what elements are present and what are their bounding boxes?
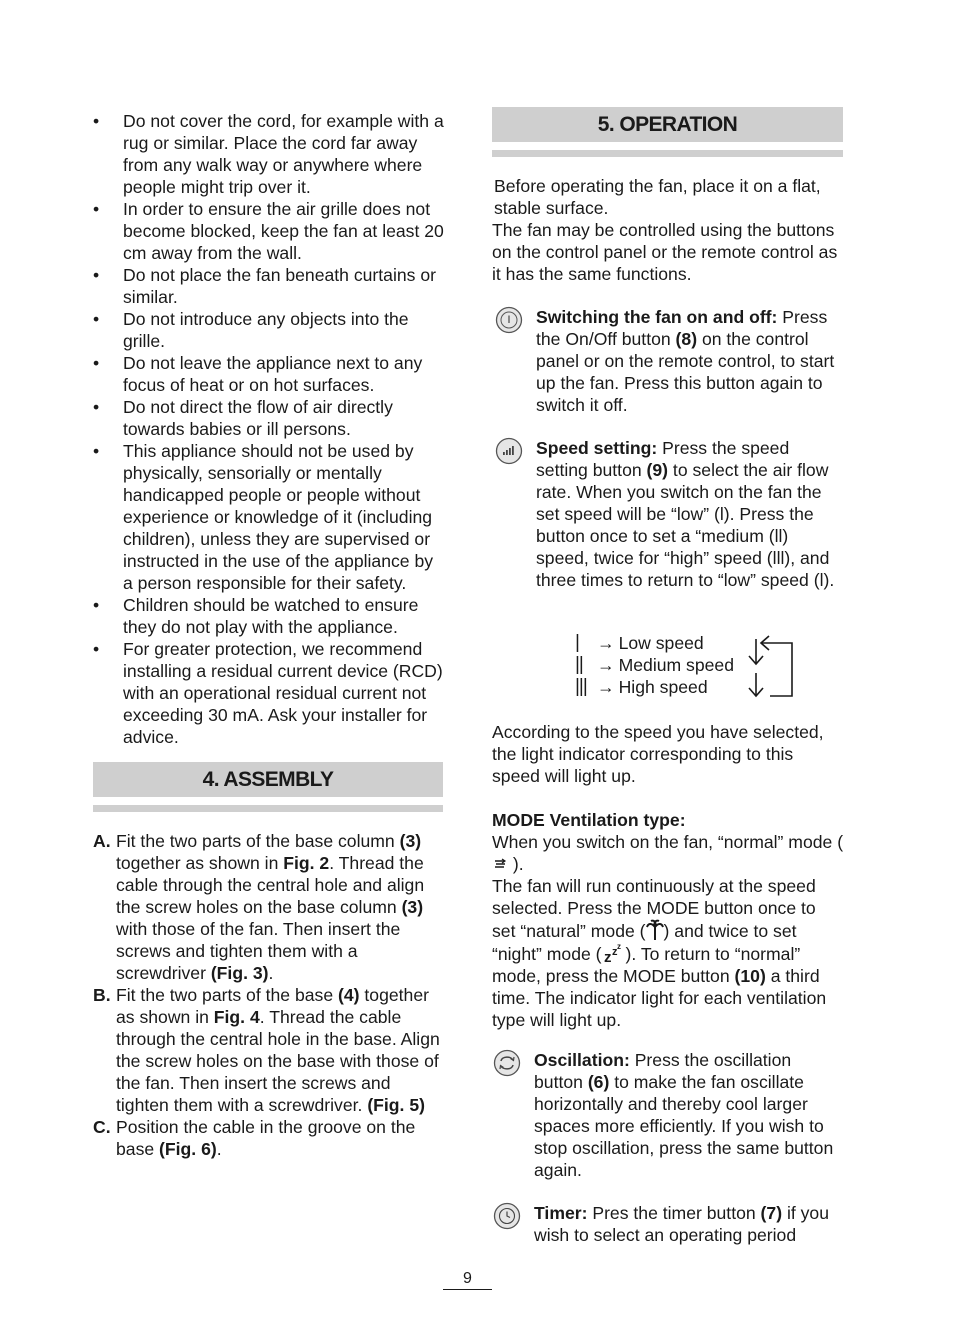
timer-section [492, 1202, 844, 1246]
speed-section [492, 437, 844, 591]
list-item: • Do not direct the flow of air directly towards babies or ill persons. [93, 396, 445, 440]
oscillation-section [492, 1049, 844, 1181]
step-a [93, 830, 445, 984]
body-text: Press the On/Off button [536, 307, 828, 349]
assembly-title: 4. ASSEMBLY [202, 767, 334, 791]
timer-label: Timer: [534, 1203, 588, 1223]
intro-block [492, 175, 844, 285]
body-text: to make the fan oscillate horizontally and thereby cool larger spaces more efficiently. If you wish to stop oscillation, press the same button again. [534, 1072, 834, 1180]
body-text: Press the speed setting button [536, 438, 790, 480]
body-text: a third time. The indicator light for each ventilation type will light up. [492, 966, 827, 1030]
operation-rule [492, 150, 843, 157]
palm-tree-icon [646, 919, 664, 941]
body-text: Pres the timer button [587, 1203, 761, 1223]
step-marker: A. [93, 831, 111, 851]
button-ref: (8) [675, 329, 698, 349]
speed-level-low [575, 632, 704, 654]
operation-title: 5. OPERATION [597, 112, 738, 136]
indicator-text: According to the speed you have selected, the light indicator corresponding to this speed will light up. [492, 722, 824, 786]
part-ref: (4) [338, 985, 360, 1005]
step-text: with those of the fan. Then insert the screws and tighten them with a screwdriver [116, 919, 401, 983]
assembly-heading [93, 762, 443, 797]
body-text: When you switch on the fan, “normal” mode ( [492, 832, 844, 852]
onoff-label: Switching the fan on and off: [536, 307, 778, 327]
mode-text-1 [492, 831, 844, 875]
list-item: • Do not cover the cord, for example with a rug or similar. Place the cord far away from any walk way or anywhere where people might trip over it. [93, 110, 445, 198]
step-text: . [268, 963, 274, 983]
onoff-text [536, 306, 844, 416]
body-text: to select the air flow rate. When you switch on the fan the set speed will be “low” (l). Press the button once to set a “medium (ll) speed, twice for “high” speed (lll), and three times to return to “low” speed (l). [536, 460, 835, 590]
timer-text [534, 1202, 844, 1246]
power-button-icon [495, 306, 523, 334]
oscillation-text [534, 1049, 844, 1181]
oscillation-button-icon [493, 1049, 521, 1077]
list-item: • Do not introduce any objects into the grille. [93, 308, 445, 352]
step-b [93, 984, 445, 1116]
svg-text:z: z [616, 942, 621, 951]
list-item: • This appliance should not be used by physically, sensorially or mentally handicapped people or people without experience or knowledge of it (including children), unless they are supervised or instructed in the use of the appliance by a person responsible for their safety. [93, 440, 445, 594]
timer-button-icon [493, 1202, 521, 1230]
body-text: if you wish to select an operating period [534, 1203, 830, 1245]
intro-text: Before operating the fan, place it on a flat, stable surface. [494, 176, 821, 218]
page-number: 9 [463, 1270, 472, 1287]
safety-list [93, 110, 445, 748]
assembly-rule [93, 805, 443, 812]
speed-level-high [575, 676, 708, 698]
figure-ref: (Fig. 5) [367, 1095, 425, 1115]
body-text: ) and twice to set “night” mode ( [492, 921, 797, 964]
oscillation-label: Oscillation: [534, 1050, 630, 1070]
step-c [93, 1116, 445, 1160]
intro-text-2: The fan may be controlled using the buttons on the control panel or the remote control as it has the same functions. [492, 220, 838, 284]
left-column [93, 110, 445, 748]
mode-heading: MODE Ventilation type: [492, 810, 686, 830]
step-text: Fit the two parts of the base column [116, 831, 400, 851]
assembly-steps [93, 830, 445, 1160]
normal-wind-icon [492, 858, 508, 872]
speed-bars: ||| [575, 676, 587, 697]
speed-cycle-diagram [572, 629, 812, 701]
step-text: together as shown in [116, 985, 429, 1027]
speed-bars-button-icon [495, 437, 523, 465]
body-text: The fan will run continuously at the speed selected. Press the MODE button once to set “natural” mode ( [492, 876, 816, 941]
button-ref: (10) [734, 966, 766, 986]
part-ref: (3) [401, 897, 424, 917]
speed-level-label: Low speed [618, 633, 704, 653]
list-item: • For greater protection, we recommend installing a residual current device (RCD) with an operational residual current not exceeding 30 mA. Ask your installer for advice. [93, 638, 445, 748]
body-text: Press the oscillation button [534, 1050, 792, 1092]
step-text: . [216, 1139, 222, 1159]
sleep-zz-icon [602, 942, 626, 964]
list-item: • In order to ensure the air grille does not become blocked, keep the fan at least 20 cm away from the wall. [93, 198, 445, 264]
part-ref: (3) [399, 831, 422, 851]
speed-bars: | [575, 632, 579, 653]
speed-level-label: High speed [618, 677, 708, 697]
list-item: • Children should be watched to ensure they do not play with the appliance. [93, 594, 445, 638]
mode-section [492, 809, 844, 1031]
body-text: on the control panel or on the remote control, to start up the fan. Press this button again to switch it off. [536, 329, 835, 415]
speed-text [536, 437, 844, 591]
page-number-rule [443, 1289, 492, 1290]
speed-cycle-arrows-icon [744, 629, 796, 701]
step-text: Fit the two parts of the base [116, 985, 338, 1005]
speed-level-medium [575, 654, 734, 676]
speed-label: Speed setting: [536, 438, 658, 458]
mode-text-2 [492, 875, 844, 1031]
step-text: together as shown in [116, 853, 284, 873]
arrow-right-icon: → [597, 677, 615, 697]
step-text: . Thread the cable through the central hole and align the screw holes on the base column [116, 853, 425, 917]
arrow-right-icon: → [597, 655, 615, 675]
operation-heading [492, 107, 843, 142]
list-item: • Do not leave the appliance next to any focus of heat or on hot surfaces. [93, 352, 445, 396]
step-text: . Thread the cable through the central hole in the base. Align the screw holes on the base with those of the fan. Then insert the screws and tighten them with a screwdriver. [116, 1007, 440, 1115]
button-ref: (7) [760, 1203, 783, 1223]
button-ref: (6) [587, 1072, 610, 1092]
figure-ref: Fig. 2 [283, 853, 330, 873]
step-marker: C. [93, 1117, 111, 1137]
button-ref: (9) [646, 460, 669, 480]
speed-bars: || [575, 654, 583, 675]
body-text: ). [512, 854, 524, 874]
svg-text:z: z [603, 949, 612, 964]
figure-ref: Fig. 4 [213, 1007, 260, 1027]
arrow-right-icon: → [597, 633, 615, 653]
body-text: ). To return to “normal” mode, press the MODE button [492, 944, 801, 986]
figure-ref: (Fig. 6) [159, 1139, 217, 1159]
list-item: • Do not place the fan beneath curtains or similar. [93, 264, 445, 308]
step-text: Position the cable in the groove on the base [116, 1117, 416, 1159]
onoff-section [492, 306, 844, 416]
step-marker: B. [93, 985, 111, 1005]
speed-level-label: Medium speed [618, 655, 734, 675]
figure-ref: (Fig. 3) [210, 963, 269, 983]
svg-text:z: z [611, 946, 618, 958]
